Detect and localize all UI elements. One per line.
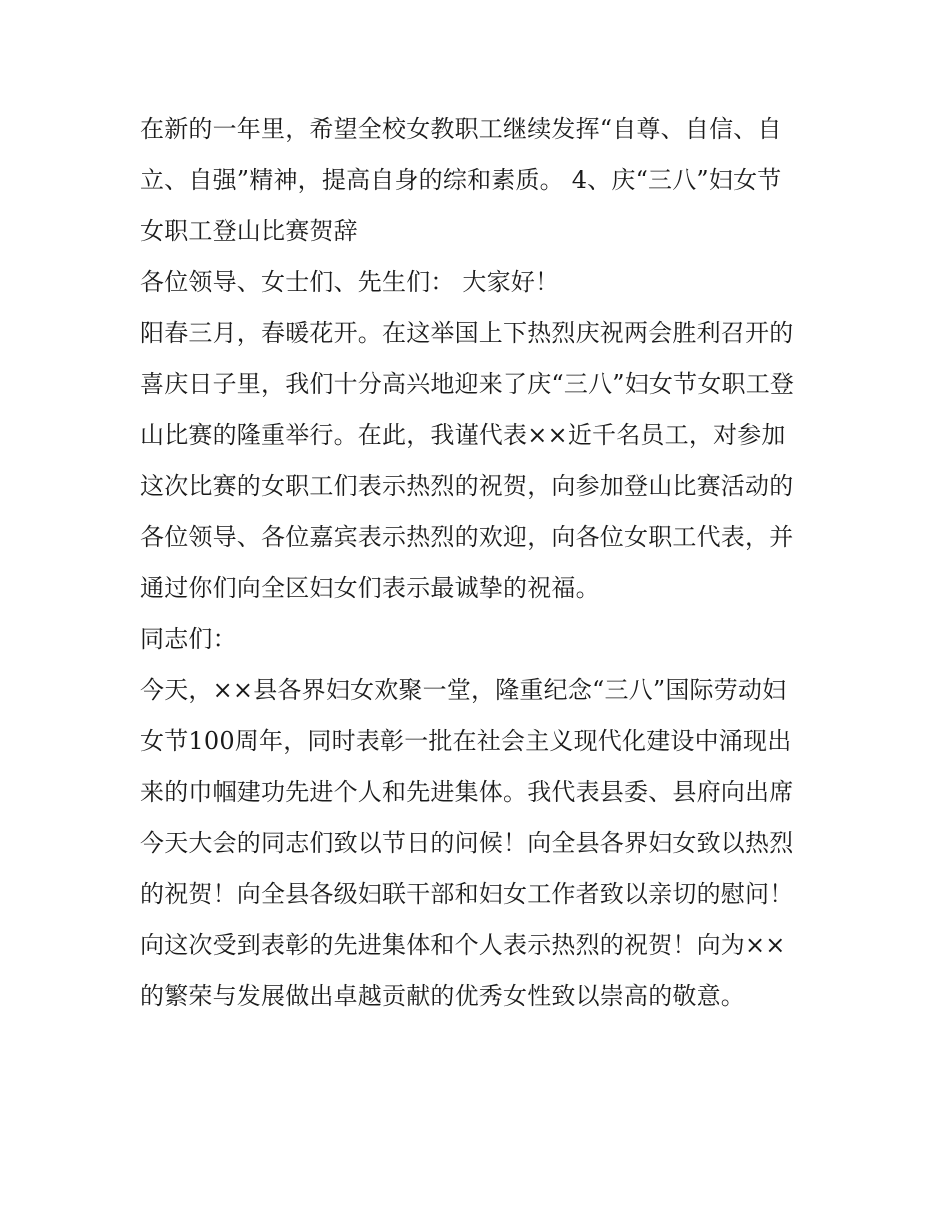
salutation: 各位领导、女士们、先生们： 大家好！: [140, 268, 560, 296]
text-line: 喜庆日子里，我们十分高兴地迎来了庆“三八”妇女节女职工登: [140, 370, 795, 398]
text-line: 向这次受到表彰的先进集体和个人表示热烈的祝贺！向为××: [140, 931, 786, 959]
text-line: 这次比赛的女职工们表示热烈的祝贺，向参加登山比赛活动的: [140, 472, 794, 500]
text-line: 的祝贺！向全县各级妇联干部和妇女工作者致以亲切的慰问！: [140, 880, 794, 908]
text-line: 今天，××县各界妇女欢聚一堂，隆重纪念“三八”国际劳动妇: [140, 676, 787, 704]
text-line: 阳春三月，春暖花开。在这举国上下热烈庆祝两会胜利召开的: [140, 319, 794, 347]
text-line: 立、自强”精神，提高自身的综和素质。 4、庆“三八”妇女节: [140, 166, 782, 194]
text-line: 各位领导、各位嘉宾表示热烈的欢迎，向各位女职工代表，并: [140, 523, 794, 551]
document-body: [140, 104, 830, 1022]
text-line: 通过你们向全区妇女们表示最诚挚的祝福。: [140, 574, 600, 602]
text-line: 山比赛的隆重举行。在此，我谨代表××近千名员工，对参加: [140, 421, 786, 449]
salutation: 同志们：: [140, 625, 237, 653]
section-title: 女职工登山比赛贺辞: [140, 217, 358, 245]
text-line: 的繁荣与发展做出卓越贡献的优秀女性致以崇高的敬意。: [140, 982, 745, 1010]
text-line: 今天大会的同志们致以节日的问候！向全县各界妇女致以热烈: [140, 829, 794, 857]
text-line: 在新的一年里，希望全校女教职工继续发挥“自尊、自信、自: [140, 115, 782, 143]
text-line: 来的巾帼建功先进个人和先进集体。我代表县委、县府向出席: [140, 778, 794, 806]
text-line: 女节100周年，同时表彰一批在社会主义现代化建设中涌现出: [140, 727, 792, 755]
